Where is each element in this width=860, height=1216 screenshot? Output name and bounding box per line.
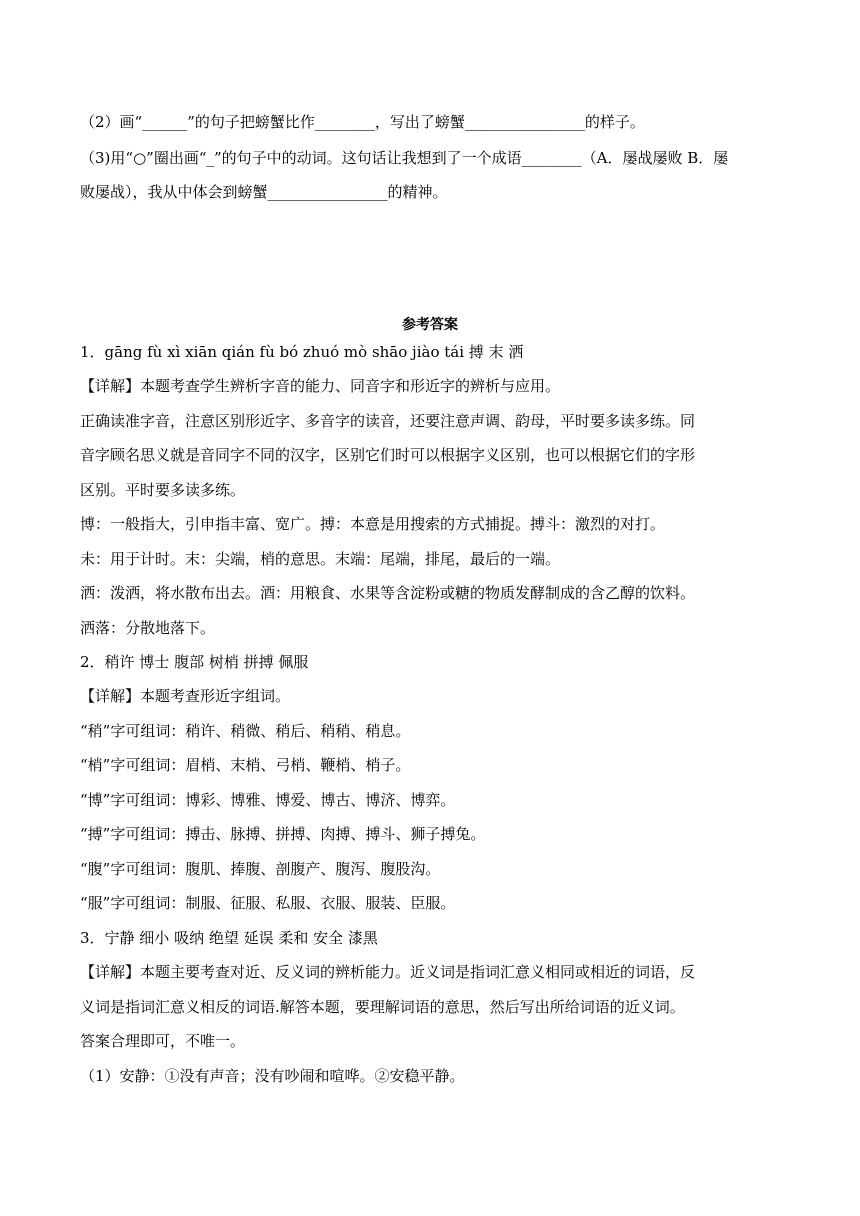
answer-line: 1．gāng fù xì xiān qián fù bó zhuó mò shāo jiào tái 搏 末 洒 bbox=[80, 343, 524, 361]
answer-line: 未：用于计时。末：尖端，梢的意思。末端：尾端，排尾，最后的一端。 bbox=[80, 550, 561, 568]
answer-line: 答案合理即可，不唯一。 bbox=[80, 1032, 246, 1050]
answer-line: 【详解】本题主要考查对近、反义词的辨析能力。近义词是指词汇意义相同或相近的词语，反 bbox=[80, 963, 696, 981]
answer-line: “搏”字可组词：搏击、脉搏、拼搏、肉搏、搏斗、狮子搏兔。 bbox=[80, 825, 486, 843]
answer-line: 洒：泼洒，将水散布出去。酒：用粮食、水果等含淀粉或糖的物质发酵制成的含乙醇的饮料。 bbox=[80, 584, 696, 602]
answer-line: “腹”字可组词：腹肌、捧腹、剖腹产、腹泻、腹股沟。 bbox=[80, 860, 441, 878]
answer-line: “博”字可组词：博彩、博雅、博爱、博古、博济、博弈。 bbox=[80, 791, 456, 809]
answer-line: “服”字可组词：制服、征服、私服、衣服、服装、臣服。 bbox=[80, 894, 456, 912]
answer-line: （1）安静：①没有声音；没有吵闹和喧哗。②安稳平静。 bbox=[80, 1067, 465, 1085]
answer-line: “梢”字可组词：眉梢、末梢、弓梢、鞭梢、梢子。 bbox=[80, 756, 411, 774]
answer-line: 洒落：分散地落下。 bbox=[80, 619, 216, 637]
answer-line: 3．宁静 细小 吸纳 绝望 延误 柔和 安全 漆黑 bbox=[80, 929, 378, 947]
answer-line: 区别。平时要多读多练。 bbox=[80, 481, 246, 499]
answer-line: 2．稍许 博士 腹部 树梢 拼搏 佩服 bbox=[80, 653, 309, 671]
question-line: （2）画“______”的句子把螃蟹比作________，写出了螃蟹________________的样子。 bbox=[80, 113, 645, 131]
question-line: （3)用“○”圈出画“_”的句子中的动词。这句话让我想到了一个成语________（A．屡战屡败 B．屡 bbox=[80, 149, 729, 167]
answer-line: 正确读准字音，注意区别形近字、多音字的读音，还要注意声调、韵母，平时要多读多练。同 bbox=[80, 412, 696, 430]
answer-line: 博：一般指大，引申指丰富、宽广。搏：本意是用搜索的方式捕捉。搏斗：激烈的对打。 bbox=[80, 515, 666, 533]
answer-line: 音字顾名思义就是音同字不同的汉字，区别它们时可以根据字义区别，也可以根据它们的字形 bbox=[80, 446, 696, 464]
answer-line: 【详解】本题考查形近字组词。 bbox=[80, 687, 291, 705]
answer-line: 【详解】本题考查学生辨析字音的能力、同音字和形近字的辨析与应用。 bbox=[80, 377, 561, 395]
answers-title: 参考答案 bbox=[402, 317, 458, 333]
answer-line: “稍”字可组词：稍许、稍微、稍后、稍稍、稍息。 bbox=[80, 722, 411, 740]
question-line: 败屡战），我从中体会到螃蟹________________的精神。 bbox=[80, 183, 448, 201]
answer-line: 义词是指词汇意义相反的词语.解答本题，要理解词语的意思，然后写出所给词语的近义词。 bbox=[80, 998, 685, 1016]
